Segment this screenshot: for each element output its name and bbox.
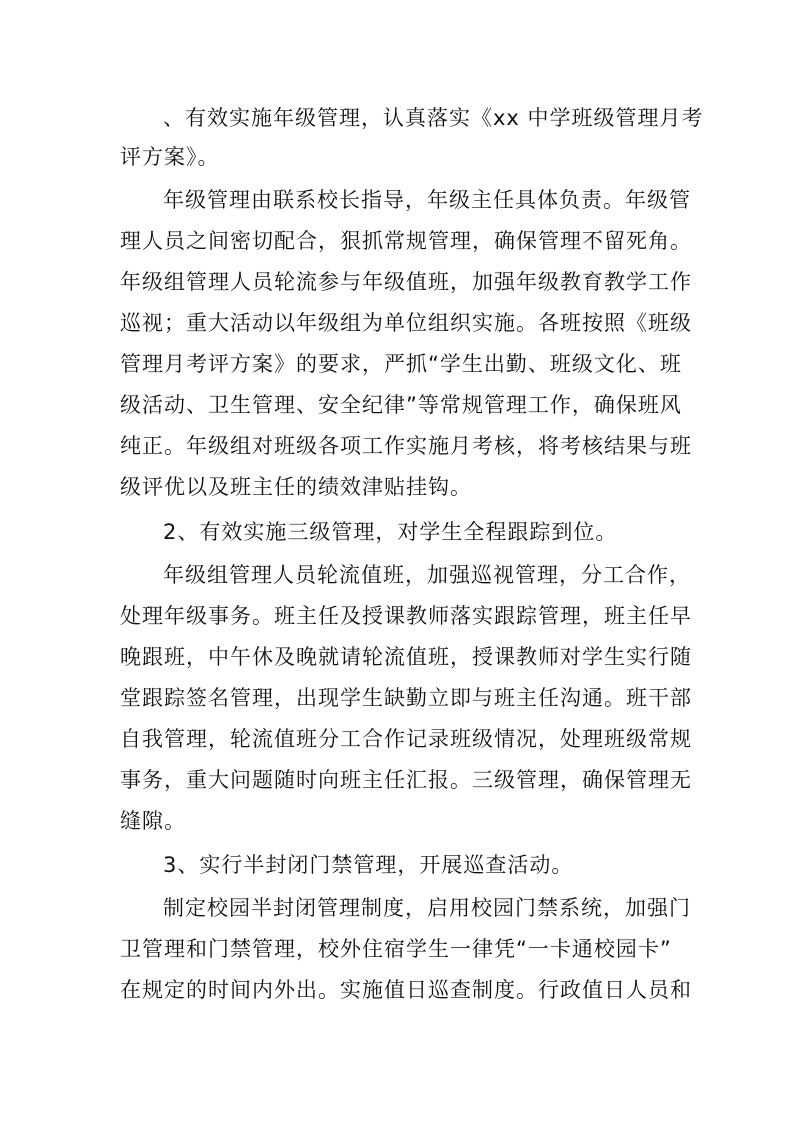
text-line: 级活动、卫生管理、安全纪律”等常规管理工作，确保班风	[120, 393, 682, 417]
section-heading: 2、有效实施三级管理，对学生全程跟踪到位。	[163, 520, 618, 544]
text-line: 年级组管理人员轮流值班，加强巡视管理，分工合作，	[163, 563, 691, 587]
text-line: 管理月考评方案》的要求，严抓“学生出勤、班级文化、班	[120, 352, 682, 376]
text-line: 、有效实施年级管理，认真落实《xx 中学班级管理月考	[163, 106, 704, 130]
text-line: 自我管理，轮流值班分工合作记录班级情况，处理班级常规	[120, 727, 692, 751]
text-line: 在规定的时间内外出。实施值日巡查制度。行政值日人员和	[120, 978, 692, 1002]
text-line: 堂跟踪签名管理，出现学生缺勤立即与班主任沟通。班干部	[120, 686, 692, 710]
text-line: 晚跟班，中午休及晚就请轮流值班，授课教师对学生实行随	[120, 645, 692, 669]
text-line: 级评优以及班主任的绩效津贴挂钩。	[120, 475, 472, 499]
text-line: 卫管理和门禁管理，校外住宿学生一律凭“一卡通校园卡”	[120, 937, 672, 961]
text-line: 巡视；重大活动以年级组为单位组织实施。各班按照《班级	[120, 311, 692, 335]
text-line: 制定校园半封闭管理制度，启用校园门禁系统，加强门	[163, 896, 691, 920]
text-line: 缝隙。	[120, 809, 186, 833]
section-heading: 3、实行半封闭门禁管理，开展巡查活动。	[163, 853, 574, 877]
text-line: 年级管理由联系校长指导，年级主任具体负责。年级管	[163, 188, 691, 212]
text-line: 纯正。年级组对班级各项工作实施月考核，将考核结果与班	[120, 434, 692, 458]
text-line: 评方案》。	[120, 145, 220, 169]
text-line: 理人员之间密切配合，狠抓常规管理，确保管理不留死角。	[120, 229, 692, 253]
text-line: 事务，重大问题随时向班主任汇报。三级管理，确保管理无	[120, 768, 692, 792]
text-line: 处理年级事务。班主任及授课教师落实跟踪管理，班主任早	[120, 604, 692, 628]
text-line: 年级组管理人员轮流参与年级值班，加强年级教育教学工作	[120, 270, 692, 294]
